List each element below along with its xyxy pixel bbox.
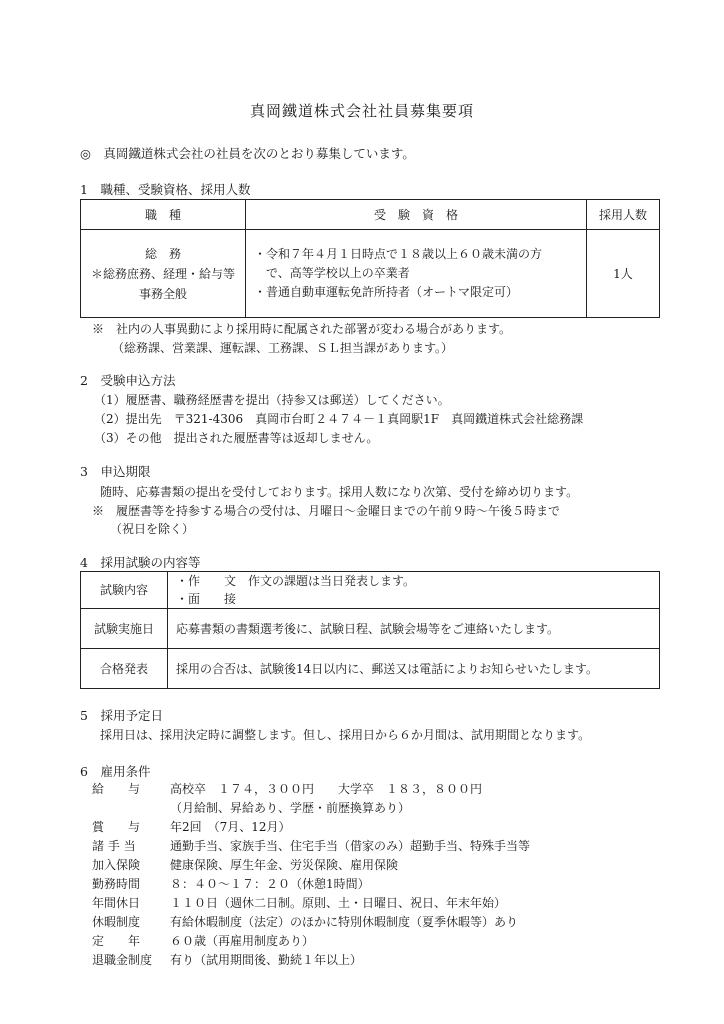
exam-content-line: ・面 接 (176, 592, 237, 606)
exam-row-label: 合格発表 (81, 649, 168, 689)
exam-row (81, 609, 660, 649)
exam-row (81, 572, 660, 609)
exam-table (80, 571, 660, 689)
section-1-heading: 1 職種、受験資格、採用人数 (80, 182, 251, 197)
exam-row-label: 試験内容 (81, 572, 168, 609)
exam-content-line: ・作 文 作文の課題は当日発表します。 (176, 574, 416, 588)
condition-label: 休暇制度 (92, 915, 141, 929)
count-cell: 1人 (587, 230, 660, 318)
section-1-note: ※ 社内の人事異動により採用時に配属された部署が変わる場合があります。 (92, 322, 512, 336)
condition-label: 勤務時間 (92, 877, 141, 891)
condition-value: ６０歳（再雇用制度あり） (170, 934, 315, 948)
job-line: 総 務 (144, 246, 181, 261)
application-item: （2）提出先 〒321-4306 真岡市台町２４７４－１真岡駅1F 真岡鐵道株式会社総務課 (94, 412, 584, 426)
deadline-note-detail: （祝日を除く） (110, 522, 195, 536)
condition-label: 定 年 (92, 934, 141, 948)
intro-text: ◎ 真岡鐵道株式会社の社員を次のとおり募集しています。 (80, 146, 415, 161)
condition-value: 高校卒 １７４，３００円 大学卒 １８３，８００円 (170, 782, 483, 796)
qualification-line: ・令和７年４月１日時点で１８歳以上６０歳未満の方 (254, 247, 543, 261)
condition-value: 年2回 （7月、12月） (170, 820, 291, 834)
qualification-line: で、高等学校以上の卒業者 (254, 266, 410, 280)
qualification-table (80, 199, 660, 318)
header-qualification: 受 験 資 格 (246, 200, 587, 230)
qualification-cell (246, 230, 587, 318)
qualification-line: ・普通自動車運転免許所持者（オートマ限定可） (254, 285, 519, 299)
deadline-body: 随時、応募書類の提出を受付しております。採用人数になり次第、受付を締め切ります。 (100, 485, 579, 499)
condition-label: 賞 与 (92, 820, 141, 834)
condition-value: １１０日（週休二日制。原則、土・日曜日、祝日、年末年始） (170, 896, 507, 910)
application-item: （3）その他 提出された履歴書等は返却しません。 (94, 431, 379, 445)
header-job: 職 種 (81, 200, 246, 230)
condition-label: 諸 手 当 (92, 839, 136, 853)
start-date-body: 採用日は、採用決定時に調整します。但し、採用日から６か月間は、試用期間となります。 (100, 728, 591, 742)
condition-value: 有り（試用期間後、勤続１年以上） (170, 953, 363, 967)
condition-value: 通勤手当、家族手当、住宅手当（借家のみ）超勤手当、特殊手当等 (170, 839, 531, 853)
condition-label: 給 与 (92, 782, 141, 796)
job-line: ＊総務庶務、経理・給与等 (90, 266, 235, 281)
header-count: 採用人数 (587, 200, 660, 230)
job-cell (81, 230, 246, 318)
condition-value: （月給制、昇給あり、学歴・前歴換算あり） (170, 801, 411, 815)
condition-label: 加入保険 (92, 858, 141, 872)
application-item: （1）履歴書、職務経歴書を提出（持参又は郵送）してください。 (94, 393, 450, 407)
condition-label: 年間休日 (92, 896, 141, 910)
exam-row-value (168, 572, 660, 609)
section-6-heading: 6 雇用条件 (80, 764, 151, 779)
exam-row (81, 649, 660, 689)
exam-row-value: 採用の合否は、試験後14日以内に、郵送又は電話によりお知らせいたします。 (168, 649, 660, 689)
page-title: 真岡鐵道株式会社社員募集要項 (249, 102, 474, 120)
exam-row-value: 応募書類の書類選考後に、試験日程、試験会場等をご連絡いたします。 (168, 609, 660, 649)
section-4-heading: 4 採用試験の内容等 (80, 555, 201, 570)
section-1-note-detail: （総務課、営業課、運転課、工務課、ＳＬ担当課があります。） (112, 341, 454, 355)
job-line: 事務全般 (138, 286, 187, 301)
section-2-heading: 2 受験申込方法 (80, 373, 176, 388)
condition-value: ８：４０～１７：２０（休憩1時間） (170, 877, 370, 891)
condition-value: 健康保険、厚生年金、労災保険、雇用保険 (170, 858, 399, 872)
condition-label: 退職金制度 (92, 953, 153, 967)
condition-value: 有給休暇制度（法定）のほかに特別休暇制度（夏季休暇等）あり (170, 915, 519, 929)
deadline-note: ※ 履歴書等を持参する場合の受付は、月曜日～金曜日までの午前９時～午後５時まで (92, 504, 561, 518)
exam-row-label: 試験実施日 (81, 609, 168, 649)
section-3-heading: 3 申込期限 (80, 464, 151, 479)
section-5-heading: 5 採用予定日 (80, 708, 163, 723)
